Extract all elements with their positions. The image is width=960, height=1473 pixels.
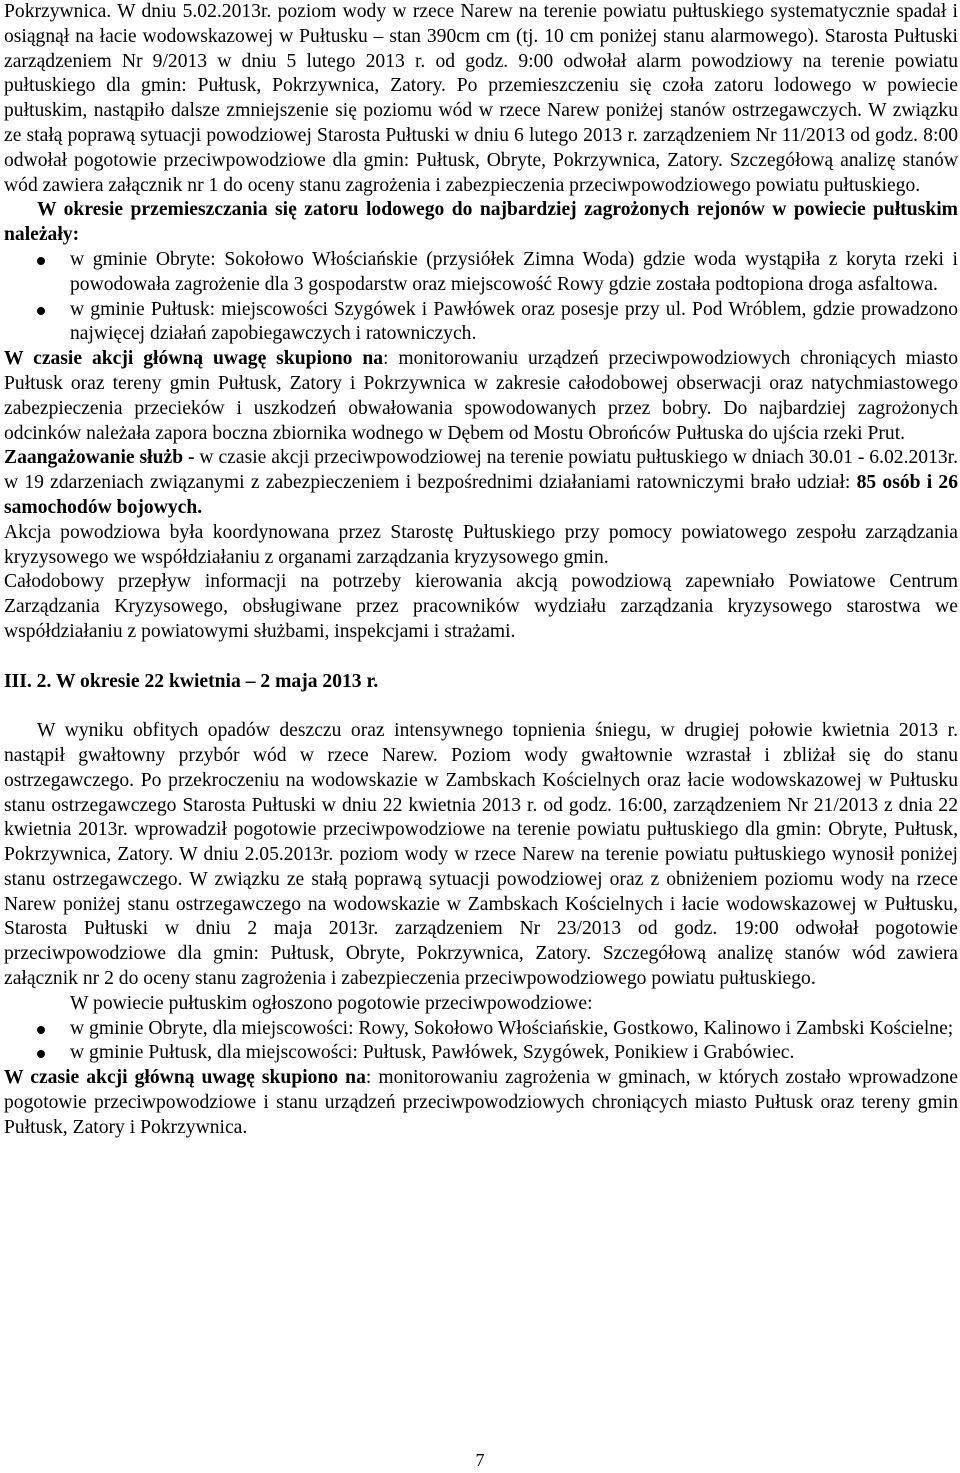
bullet-icon bbox=[37, 1026, 45, 1034]
bold-figures: 85 osób i 26 samochodów bojowych. bbox=[4, 472, 958, 518]
paragraph-akcja-2 bbox=[4, 1066, 958, 1140]
zator-list bbox=[4, 248, 958, 347]
list-item bbox=[4, 1017, 958, 1042]
page-number: 7 bbox=[475, 1450, 485, 1470]
paragraph-text: w czasie akcji przeciwpowodziowej na terenie powiatu pułtuskiego w dniach 30.01 - 6.02.2013r. w 19 zdarzeniach związanymi z zabezpieczeniem i bezpośrednimi działaniami ratowniczymi brało udział: bbox=[4, 447, 959, 494]
pogotowie-list bbox=[4, 1017, 958, 1067]
paragraph-akcja-koordynowana: Akcja powodziowa była koordynowana przez Starostę Pułtuskiego przy pomocy powiatowego zespołu zarządzania kryzysowego we współdziałaniu z organami zarządzania kryzysowego gmin. bbox=[4, 521, 958, 568]
bold-lead: Zaangażowanie służb - bbox=[4, 447, 195, 469]
list-item bbox=[4, 298, 958, 348]
paragraph-text: : monitorowaniu zagrożenia w gminach, w których zostało wprowadzone pogotowie przeciwpowodziowe i stanu urządzeń przeciwpowodziowych chroniących miasto Pułtusk oraz tereny gmin Pułtusk, Zatory i Pokrzywnica. bbox=[4, 1067, 959, 1138]
paragraph-kwiecien: W wyniku obfitych opadów deszczu oraz intensywnego topnienia śniegu, w drugiej połowie kwietnia 2013 r. nastąpił gwałtowny przybór wód w rzece Narew. Poziom wody gwałtownie wzrastał i zbliżał się do stanu ostrzegawczego. Po przekroczeniu na wodowskazie w Zambskach Kościelnych oraz łacie wodowskazowej w Pułtusku stanu ostrzegawczego Starosta Pułtuski w dniu 22 kwietnia 2013 r. od godz. 16:00, zarządzeniem Nr 21/2013 z dnia 22 kwietnia 2013r. wprowadził pogotowie przeciwpowodziowe na terenie powiatu pułtuskiego dla gmin: Obryte, Pułtusk, Pokrzywnica, Zatory. W dniu 2.05.2013r. poziom wody w rzece Narew na terenie powiatu pułtuskiego wynosił poniżej stanu ostrzegawczego. W związku ze stałą poprawą sytuacji powodziowej oraz z obniżeniem poziomu wody na rzece Narew poniżej stanu ostrzegawczego na wodowskazie w Zambskach Kościelnych i łacie wodowskazowej w Pułtusku, Starosta Pułtuski w dniu 2 maja 2013r. zarządzeniem Nr 23/2013 od godz. 19:00 odwołał pogotowie przeciwpowodziowe dla gmin: Pułtusk, Obryte, Pokrzywnica, Zatory. Szczegółową analizę stanów wód zawiera załącznik nr 2 do oceny stanu zagrożenia i zabezpieczenia przeciwpowodziowego powiatu pułtuskiego. bbox=[4, 720, 958, 990]
list-item-text: w gminie Obryte: Sokołowo Włościańskie (przysiółek Zimna Woda) gdzie woda wystąpiła z koryta rzeki i powodowała zagrożenie dla 3 gospodarstw oraz miejscowość Rowy gdzie została podtopiona droga asfaltowa. bbox=[70, 248, 958, 295]
bullet-icon bbox=[37, 307, 45, 315]
spacer bbox=[4, 694, 958, 719]
bold-lead: W czasie akcji główną uwagę skupiono na bbox=[4, 348, 384, 370]
spacer bbox=[4, 645, 958, 670]
paragraph-calodobowy: Całodobowy przepływ informacji na potrzeby kierowania akcją powodziową zapewniało Powiatowe Centrum Zarządzania Kryzysowego, obsługiwane przez pracowników wydziału zarządzania kryzysowego starostwa we współdziałaniu z powiatowymi służbami, inspekcjami i strażami. bbox=[4, 571, 958, 642]
paragraph-text: : monitorowaniu urządzeń przeciwpowodziowych chroniących miasto Pułtusk oraz tereny gmin Pułtusk, Zatory i Pokrzywnica w zakresie całodobowej obserwacji oraz natychmiastowego zabezpieczenia przecieków i uszkodzeń obwałowania spowodowanych przez bobry. Do najbardziej zagrożonych odcinków należała zapora boczna zbiornika wodnego w Dębem od Mostu Obrońców Pułtuska do ujścia rzeki Prut. bbox=[4, 348, 959, 444]
list-item bbox=[4, 1041, 958, 1066]
list-item-text: w gminie Pułtusk: miejscowości Szygówek i Pawłówek oraz posesje przy ul. Pod Wróblem, gdzie prowadzono najwięcej działań zapobiegawczych i ratowniczych. bbox=[70, 298, 958, 345]
zator-heading: W okresie przemieszczania się zatoru lodowego do najbardziej zagrożonych rejonów w powiecie pułtuskim należały: bbox=[4, 199, 958, 246]
list-item bbox=[4, 248, 958, 298]
list-item-text: w gminie Obryte, dla miejscowości: Rowy, Sokołowo Włościańskie, Gostkowo, Kalinowo i Zambski Kościelne; bbox=[70, 1017, 954, 1039]
bold-lead: W czasie akcji główną uwagę skupiono na bbox=[4, 1067, 366, 1089]
section-heading: III. 2. W okresie 22 kwietnia – 2 maja 2013 r. bbox=[4, 670, 379, 692]
list-item-text: w gminie Pułtusk, dla miejscowości: Pułtusk, Pawłówek, Szygówek, Ponikiew i Grabówiec. bbox=[70, 1042, 795, 1064]
paragraph-akcja-1 bbox=[4, 347, 958, 446]
bullet-icon bbox=[37, 257, 45, 265]
paragraph-pogotowie-intro: W powiecie pułtuskim ogłoszono pogotowie przeciwpowodziowe: bbox=[70, 992, 593, 1014]
paragraph-zaangazowanie bbox=[4, 446, 958, 520]
bullet-icon bbox=[37, 1050, 45, 1058]
paragraph-intro: Pokrzywnica. W dniu 5.02.2013r. poziom wody w rzece Narew na terenie powiatu pułtuskiego systematycznie spadał i osiągnął na łacie wodowskazowej w Pułtusku – stan 390cm cm (tj. 10 cm poniżej stanu alarmowego). Starosta Pułtuski zarządzeniem Nr 9/2013 w dniu 5 lutego 2013 r. od godz. 9:00 odwołał alarm powodziowy na terenie powiatu pułtuskiego dla gmin: Pułtusk, Pokrzywnica, Zatory. Po przemieszczeniu się czoła zatoru lodowego w powiecie pułtuskim, nastąpiło dalsze zmniejszenie się poziomu wód w rzece Narew poniżej stanów ostrzegawczych. W związku ze stałą poprawą sytuacji powodziowej Starosta Pułtuski w dniu 6 lutego 2013 r. zarządzeniem Nr 11/2013 od godz. 8:00 odwołał pogotowie przeciwpowodziowe dla gmin: Pułtusk, Obryte, Pokrzywnica, Zatory. Szczegółową analizę stanów wód zawiera załącznik nr 1 do oceny stanu zagrożenia i zabezpieczenia przeciwpowodziowego powiatu pułtuskiego. bbox=[4, 1, 958, 196]
document-page bbox=[4, 0, 958, 1141]
